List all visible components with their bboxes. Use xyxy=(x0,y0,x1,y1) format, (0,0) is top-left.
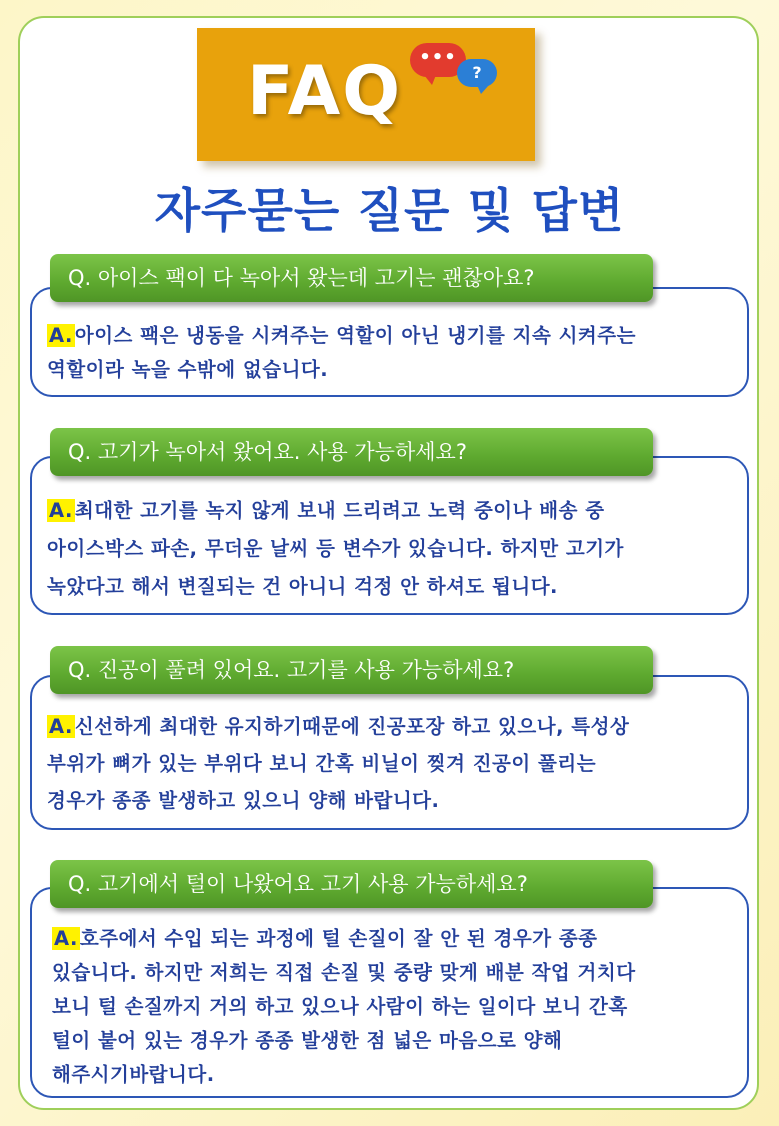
answer-line: 최대한 고기를 녹지 않게 보내 드리려고 노력 중이나 배송 중 xyxy=(74,499,605,522)
faq-answer xyxy=(47,492,624,606)
faq-logo-text: FAQ xyxy=(247,52,403,131)
answer-label: A. xyxy=(49,499,73,522)
faq-question: Q. 고기에서 털이 나왔어요 고기 사용 가능하세요? xyxy=(50,860,653,908)
faq-question: Q. 고기가 녹아서 왔어요. 사용 가능하세요? xyxy=(50,428,653,476)
faq-answer xyxy=(47,319,636,387)
answer-line: 신선하게 최대한 유지하기때문에 진공포장 하고 있으나, 특성상 xyxy=(74,715,630,738)
answer-line: 경우가 종종 발생하고 있으니 양해 바랍니다. xyxy=(47,789,440,812)
faq-answer xyxy=(52,922,636,1092)
answer-line: 털이 붙어 있는 경우가 종종 발생한 점 넓은 마음으로 양해 xyxy=(52,1029,563,1052)
page-title: 자주묻는 질문 및 답변 xyxy=(154,184,625,239)
answer-line: 역할이라 녹을 수밖에 없습니다. xyxy=(47,358,329,381)
answer-line: 아이스 팩은 냉동을 시켜주는 역할이 아닌 냉기를 지속 시켜주는 xyxy=(74,324,636,347)
faq-question: Q. 진공이 풀려 있어요. 고기를 사용 가능하세요? xyxy=(50,646,653,694)
answer-line: 녹았다고 해서 변질되는 건 아니니 걱정 안 하셔도 됩니다. xyxy=(47,575,558,598)
answer-line: 해주시기바랍니다. xyxy=(52,1063,215,1086)
answer-label: A. xyxy=(49,715,73,738)
faq-question: Q. 아이스 팩이 다 녹아서 왔는데 고기는 괜찮아요? xyxy=(50,254,653,302)
answer-label: A. xyxy=(49,324,73,347)
answer-line: 보니 털 손질까지 거의 하고 있으나 사람이 하는 일이다 보니 간혹 xyxy=(52,995,628,1018)
speech-bubble-icon: ••• xyxy=(410,43,466,77)
faq-answer xyxy=(47,708,629,819)
question-bubble-icon: ? xyxy=(457,59,497,87)
answer-line: 아이스박스 파손, 무더운 날씨 등 변수가 있습니다. 하지만 고기가 xyxy=(47,537,624,560)
answer-line: 호주에서 수입 되는 과정에 털 손질이 잘 안 된 경우가 종종 xyxy=(79,927,598,950)
answer-label: A. xyxy=(54,927,78,950)
faq-logo xyxy=(197,28,535,161)
answer-line: 있습니다. 하지만 저희는 직접 손질 및 중량 맞게 배분 작업 거치다 xyxy=(52,961,636,984)
answer-line: 부위가 뼈가 있는 부위다 보니 간혹 비닐이 찢겨 진공이 풀리는 xyxy=(47,752,597,775)
